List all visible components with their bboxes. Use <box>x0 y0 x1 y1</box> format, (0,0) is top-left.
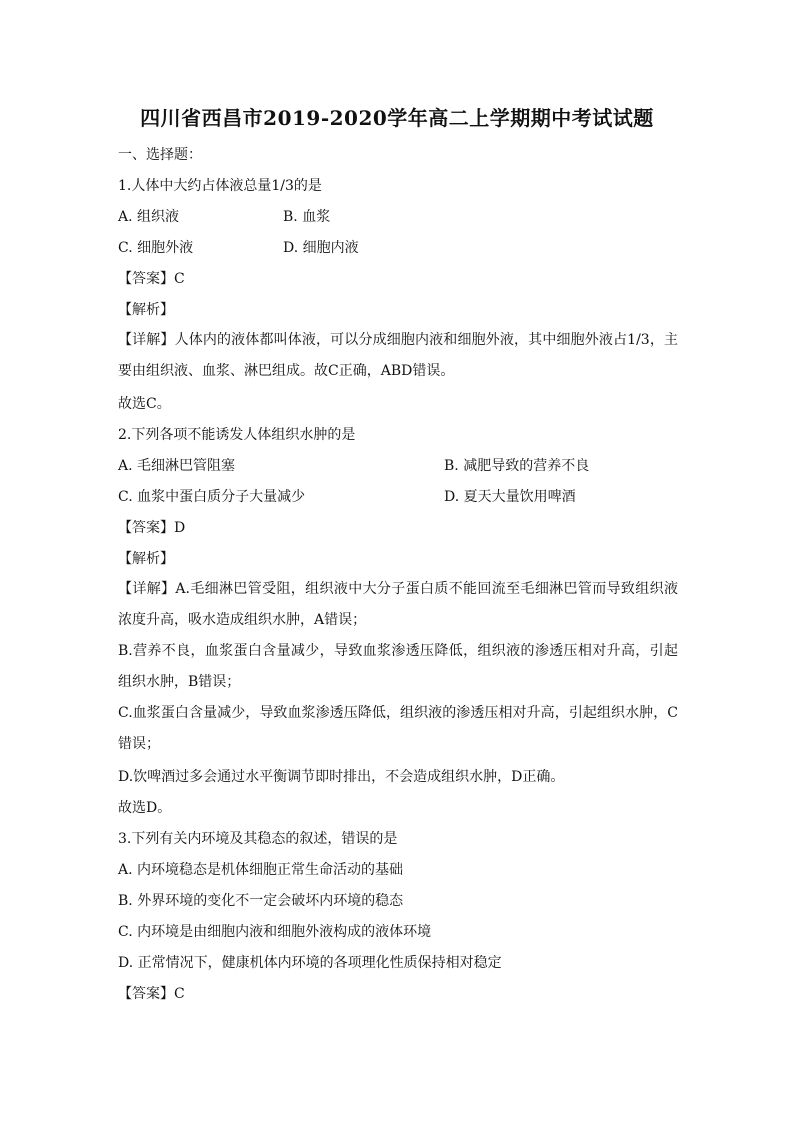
question-1-option-c: C. 细胞外液 <box>118 240 194 256</box>
question-3-answer: 【答案】C <box>118 986 185 1002</box>
page-title: 四川省西昌市2019-2020学年高二上学期期中考试试题 <box>140 106 654 130</box>
question-2-answer: 【答案】D <box>118 520 186 536</box>
question-3-option-a: A. 内环境稳态是机体细胞正常生命活动的基础 <box>118 862 404 878</box>
question-2-stem: 2.下列各项不能诱发人体组织水肿的是 <box>118 427 356 443</box>
question-1-detail: 【详解】人体内的液体都叫体液，可以分成细胞内液和细胞外液，其中细胞外液占1/3，主要由组织液、血浆、淋巴组成。故C正确，ABD错误。 <box>118 332 678 379</box>
question-2-detail-b: B.营养不良，血浆蛋白含量减少，导致血浆渗透压降低，组织液的渗透压相对升高，引起组织水肿，B错误； <box>118 643 678 690</box>
question-3-option-c: C. 内环境是由细胞内液和细胞外液构成的液体环境 <box>118 924 432 940</box>
question-2-analysis-label: 【解析】 <box>118 551 174 567</box>
question-1-conclusion: 故选C。 <box>118 396 171 412</box>
section-heading: 一、选择题： <box>118 147 202 163</box>
question-1-analysis-label: 【解析】 <box>118 302 174 318</box>
question-2-detail-c: C.血浆蛋白含量减少，导致血浆渗透压降低，组织液的渗透压相对升高，引起组织水肿，C错误； <box>118 705 678 752</box>
question-2-option-d: D. 夏天大量饮用啤酒 <box>444 489 576 505</box>
question-2-conclusion: 故选D。 <box>118 800 172 816</box>
question-2-detail-d: D.饮啤酒过多会通过水平衡调节即时排出，不会造成组织水肿，D正确。 <box>118 769 565 785</box>
question-3-option-d: D. 正常情况下，健康机体内环境的各项理化性质保持相对稳定 <box>118 955 502 971</box>
question-1-option-b: B. 血浆 <box>283 209 331 225</box>
question-2-option-c: C. 血浆中蛋白质分子大量减少 <box>118 489 306 505</box>
question-2-detail-a: 【详解】A.毛细淋巴管受阻，组织液中大分子蛋白质不能回流至毛细淋巴管而导致组织液浓度升高，吸水造成组织水肿，A错误； <box>118 581 678 628</box>
question-3-option-b: B. 外界环境的变化不一定会破坏内环境的稳态 <box>118 893 404 909</box>
question-1-answer: 【答案】C <box>118 271 185 287</box>
question-1-option-d: D. 细胞内液 <box>283 240 359 256</box>
question-1-option-a: A. 组织液 <box>118 209 180 225</box>
question-1-stem: 1.人体中大约占体液总量1/3的是 <box>118 178 322 194</box>
question-3-stem: 3.下列有关内环境及其稳态的叙述，错误的是 <box>118 831 398 847</box>
question-2-option-b: B. 减肥导致的营养不良 <box>444 458 590 474</box>
question-2-option-a: A. 毛细淋巴管阻塞 <box>118 458 236 474</box>
